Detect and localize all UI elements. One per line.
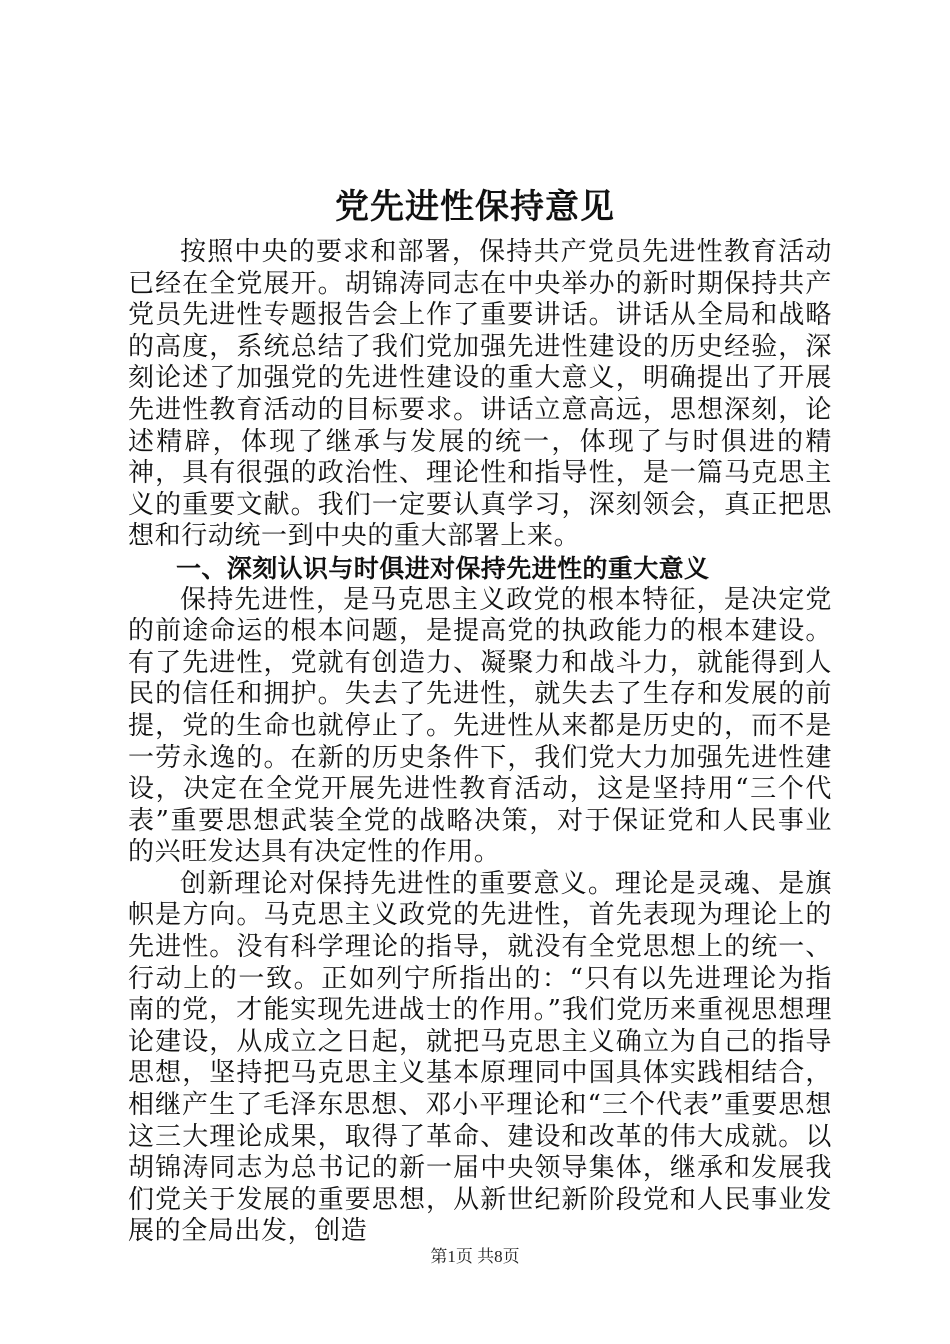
- section-heading: 一、深刻认识与时俱进对保持先进性的重大意义: [176, 553, 710, 583]
- document-body: [128, 237, 832, 1248]
- paragraph-intro: 按照中央的要求和部署，保持共产党员先进性教育活动已经在全党展开。胡锦涛同志在中央举办的新时期保持共产党员先进性专题报告会上作了重要讲话。讲话从全局和战略的高度，系统总结了我们党加强先进性建设的历史经验，深刻论述了加强党的先进性建设的重大意义，明确提出了开展先进性教育活动的目标要求。讲话立意高远，思想深刻，论述精辟，体现了继承与发展的统一，体现了与时俱进的精神，具有很强的政治性、理论性和指导性，是一篇马克思主义的重要文献。我们一定要认真学习，深刻领会，真正把思想和行动统一到中央的重大部署上来。: [128, 237, 832, 552]
- paragraph-advancement: 保持先进性，是马克思主义政党的根本特征，是决定党的前途命运的根本问题，是提高党的执政能力的根本建设。有了先进性，党就有创造力、凝聚力和战斗力，就能得到人民的信任和拥护。失去了先进性，就失去了生存和发展的前提，党的生命也就停止了。先进性从来都是历史的，而不是一劳永逸的。在新的历史条件下，我们党大力加强先进性建设，决定在全党开展先进性教育活动，这是坚持用“三个代表”重要思想武装全党的战略决策，对于保证党和人民事业的兴旺发达具有决定性的作用。: [128, 584, 832, 868]
- page-footer: 第1页 共8页: [430, 1247, 520, 1266]
- document-title: 党先进性保持意见: [335, 187, 615, 227]
- paragraph-theory: 创新理论对保持先进性的重要意义。理论是灵魂、是旗帜是方向。马克思主义政党的先进性，首先表现为理论上的先进性。没有科学理论的指导，就没有全党思想上的统一、行动上的一致。正如列宁所指出的：“只有以先进理论为指南的党，才能实现先进战士的作用。”我们党历来重视思想理论建设，从成立之日起，就把马克思主义确立为自己的指导思想，坚持把马克思主义基本原理同中国具体实践相结合，相继产生了毛泽东思想、邓小平理论和“三个代表”重要思想这三大理论成果，取得了革命、建设和改革的伟大成就。以胡锦涛同志为总书记的新一届中央领导集体，继承和发展我们党关于发展的重要思想，从新世纪新阶段党和人民事业发展的全局出发，创造: [128, 868, 832, 1247]
